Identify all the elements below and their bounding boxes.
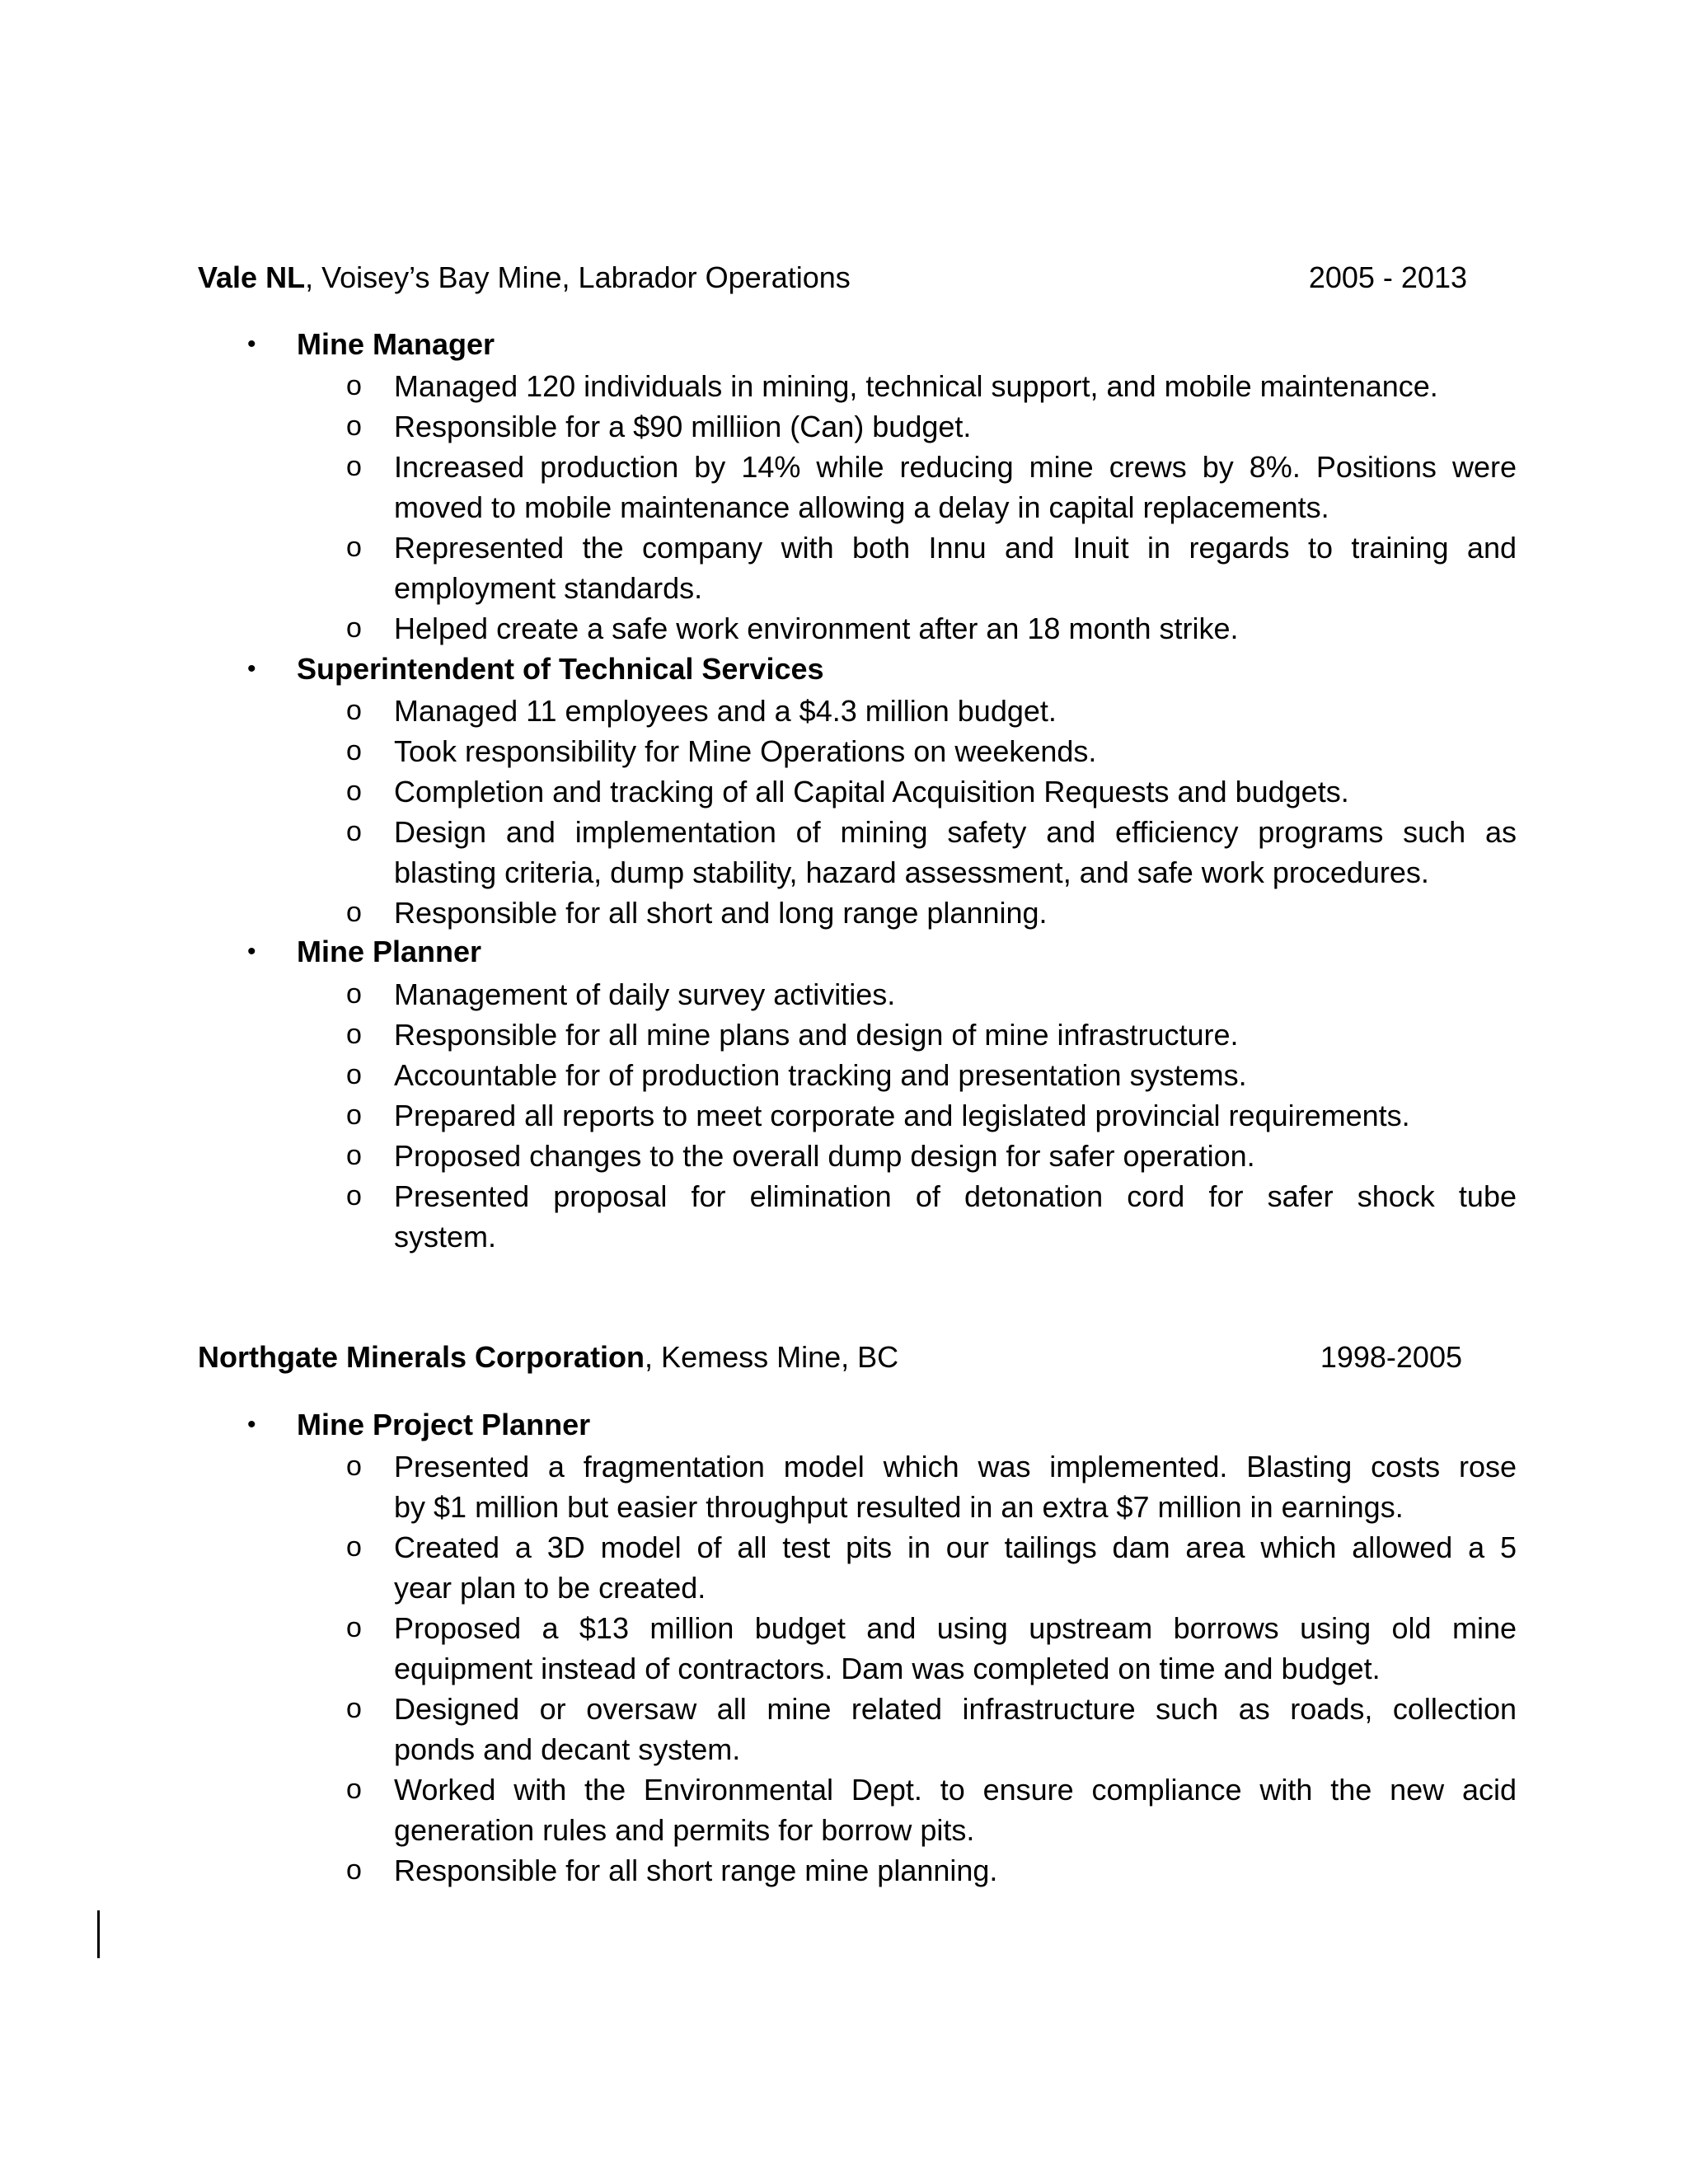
item-text xyxy=(394,812,1517,893)
bullet-icon: • xyxy=(247,655,256,682)
role-title: Superintendent of Technical Services xyxy=(297,652,824,686)
item-text xyxy=(394,527,1517,608)
sub-bullet-icon: o xyxy=(346,897,362,928)
item-text-line: Presented a fragmentation model which was implemented. Blasting costs rose xyxy=(394,1450,1517,1483)
item-text-line: generation rules and permits for borrow pits. xyxy=(394,1813,975,1847)
job-years: 1998-2005 xyxy=(1320,1340,1462,1374)
item-text-line: system. xyxy=(394,1220,497,1254)
bullet-icon: • xyxy=(247,938,256,965)
sub-bullet-icon: o xyxy=(346,1854,362,1886)
sub-bullet-icon: o xyxy=(346,695,362,726)
item-text: Responsible for all short range mine planning. xyxy=(394,1854,998,1887)
item-text xyxy=(394,1176,1517,1257)
item-text-line: Represented the company with both Innu and Inuit in regards to training and xyxy=(394,531,1517,565)
item-text-line: blasting criteria, dump stability, hazard assessment, and safe work procedures. xyxy=(394,855,1429,889)
job-header xyxy=(198,257,1467,298)
item-text-line: Proposed a $13 million budget and using upstream borrows using old mine xyxy=(394,1611,1517,1645)
sub-bullet-icon: o xyxy=(346,451,362,482)
item-text-line: employment standards. xyxy=(394,571,703,605)
bullet-icon: • xyxy=(247,330,256,358)
sub-bullet-icon: o xyxy=(346,735,362,766)
item-text: Accountable for of production tracking and presentation systems. xyxy=(394,1058,1247,1092)
sub-bullet-icon: o xyxy=(346,1693,362,1724)
item-text-line: ponds and decant system. xyxy=(394,1732,741,1766)
item-text: Helped create a safe work environment after an 18 month strike. xyxy=(394,612,1239,645)
sub-bullet-icon: o xyxy=(346,1059,362,1090)
text-cursor xyxy=(97,1910,100,1958)
sub-bullet-icon: o xyxy=(346,410,362,442)
sub-bullet-icon: o xyxy=(346,1612,362,1643)
role-title: Mine Manager xyxy=(297,327,495,361)
item-text: Managed 120 individuals in mining, technical support, and mobile maintenance. xyxy=(394,369,1438,403)
sub-bullet-icon: o xyxy=(346,776,362,807)
sub-bullet-icon: o xyxy=(346,816,362,847)
sub-bullet-icon: o xyxy=(346,978,362,1010)
company-location: , Kemess Mine, BC xyxy=(645,1340,899,1374)
item-text xyxy=(394,1769,1517,1850)
company-location: , Voisey’s Bay Mine, Labrador Operations xyxy=(305,260,851,294)
item-text: Managed 11 employees and a $4.3 million budget. xyxy=(394,694,1057,728)
item-text xyxy=(394,1446,1517,1527)
item-text: Responsible for a $90 milliion (Can) budget. xyxy=(394,410,972,443)
sub-bullet-icon: o xyxy=(346,1451,362,1482)
role-title: Mine Planner xyxy=(297,935,482,968)
item-text: Prepared all reports to meet corporate and legislated provincial requirements. xyxy=(394,1099,1410,1132)
role-title: Mine Project Planner xyxy=(297,1408,591,1441)
bullet-icon: • xyxy=(247,1411,256,1438)
sub-bullet-icon: o xyxy=(346,1140,362,1171)
item-text-line: Design and implementation of mining safety and efficiency programs such as xyxy=(394,815,1517,849)
item-text-line: by $1 million but easier throughput resulted in an extra $7 million in earnings. xyxy=(394,1490,1404,1524)
job-header xyxy=(198,1337,1467,1378)
item-text xyxy=(394,1527,1517,1608)
item-text-line: year plan to be created. xyxy=(394,1571,706,1605)
item-text: Took responsibility for Mine Operations on weekends. xyxy=(394,734,1097,768)
item-text xyxy=(394,447,1517,527)
item-text xyxy=(394,1689,1517,1769)
sub-bullet-icon: o xyxy=(346,1531,362,1563)
item-text: Completion and tracking of all Capital Acquisition Requests and budgets. xyxy=(394,775,1349,808)
sub-bullet-icon: o xyxy=(346,370,362,401)
company-name: Northgate Minerals Corporation xyxy=(198,1340,645,1374)
sub-bullet-icon: o xyxy=(346,1019,362,1050)
company-name: Vale NL xyxy=(198,260,306,294)
item-text xyxy=(394,1608,1517,1689)
sub-bullet-icon: o xyxy=(346,1180,362,1212)
item-text-line: Increased production by 14% while reducing mine crews by 8%. Positions were xyxy=(394,450,1517,484)
job-years: 2005 - 2013 xyxy=(1308,260,1467,294)
sub-bullet-icon: o xyxy=(346,1099,362,1131)
sub-bullet-icon: o xyxy=(346,1774,362,1805)
sub-bullet-icon: o xyxy=(346,612,362,644)
item-text-line: Worked with the Environmental Dept. to ensure compliance with the new acid xyxy=(394,1773,1517,1807)
item-text-line: Created a 3D model of all test pits in our tailings dam area which allowed a 5 xyxy=(394,1530,1517,1564)
item-text: Management of daily survey activities. xyxy=(394,977,896,1011)
item-text-line: Presented proposal for elimination of detonation cord for safer shock tube xyxy=(394,1179,1517,1213)
item-text-line: Designed or oversaw all mine related infrastructure such as roads, collection xyxy=(394,1692,1517,1726)
item-text: Proposed changes to the overall dump design for safer operation. xyxy=(394,1139,1255,1173)
item-text-line: moved to mobile maintenance allowing a delay in capital replacements. xyxy=(394,490,1329,524)
item-text: Responsible for all mine plans and design of mine infrastructure. xyxy=(394,1018,1239,1052)
sub-bullet-icon: o xyxy=(346,532,362,563)
item-text: Responsible for all short and long range planning. xyxy=(394,896,1048,930)
item-text-line: equipment instead of contractors. Dam was completed on time and budget. xyxy=(394,1652,1381,1685)
